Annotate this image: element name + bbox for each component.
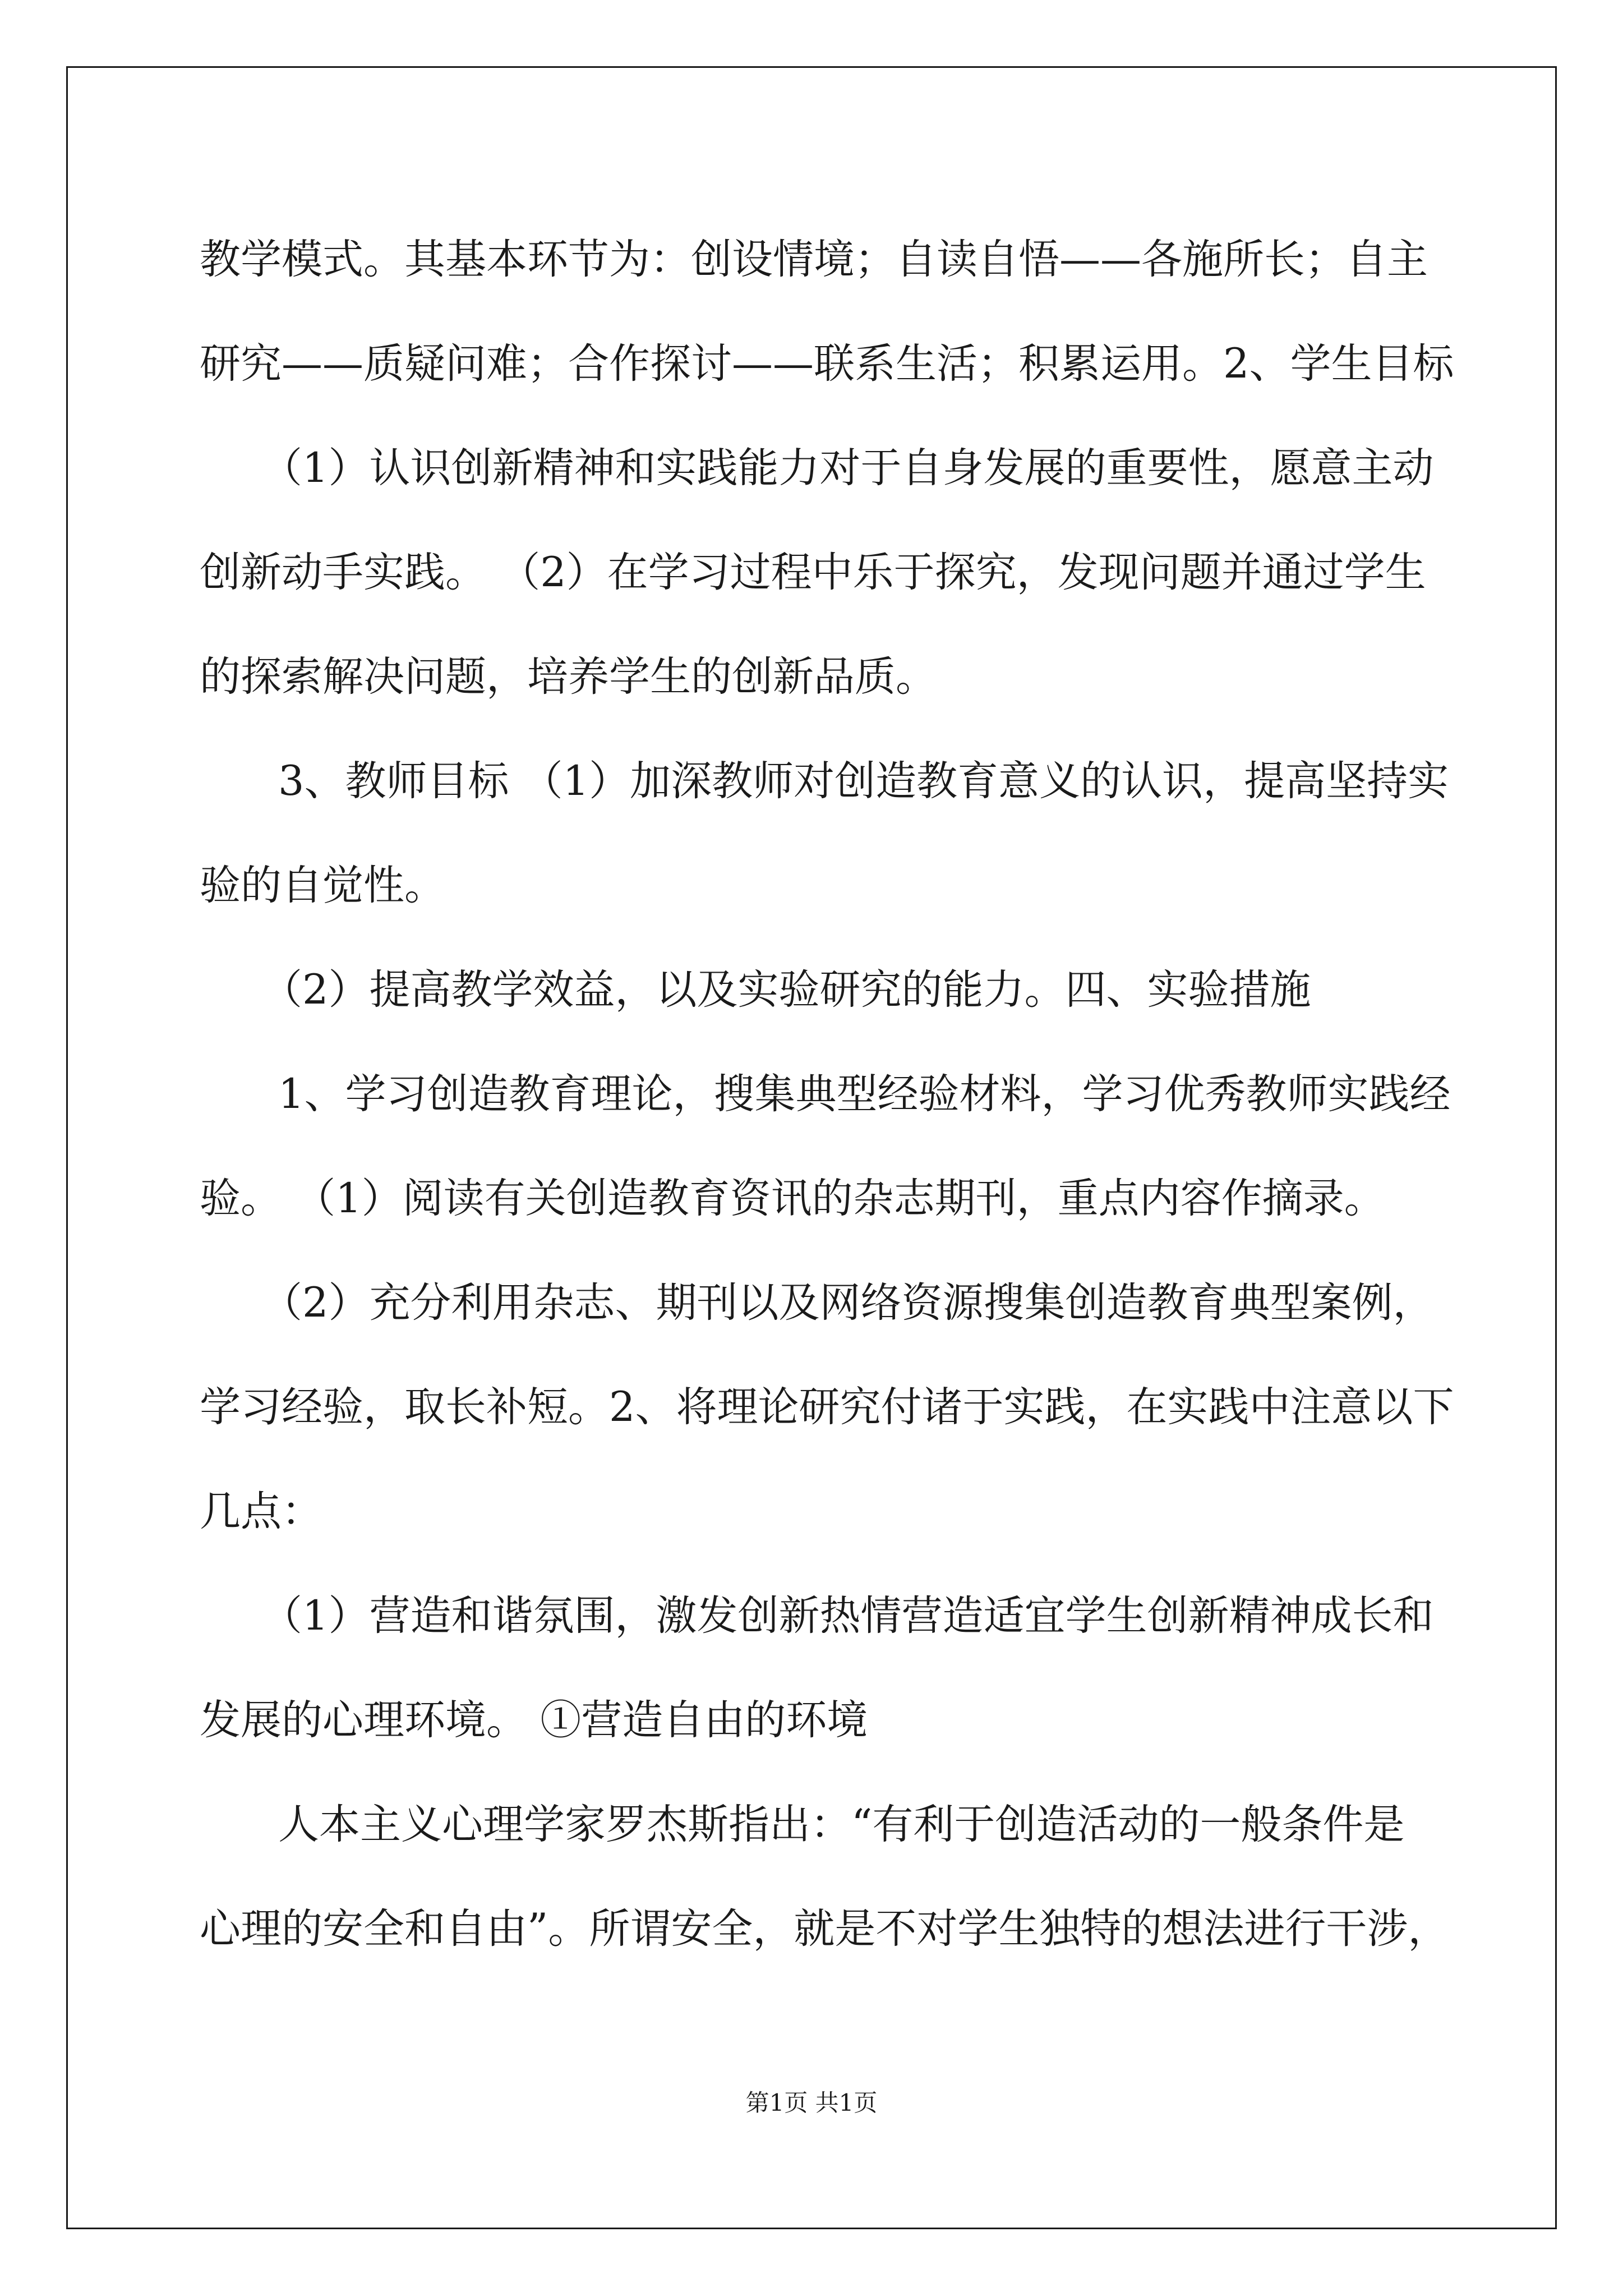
text-line: （1）认识创新精神和实践能力对于自身发展的重要性，愿意主动 [261, 444, 1434, 492]
text-line: 教学模式。其基本环节为：创设情境；自读自悟——各施所长；自主 [200, 236, 1428, 283]
text-line: 几点： [200, 1488, 322, 1535]
text-line: 心理的安全和自由”。所谓安全，就是不对学生独特的想法进行干涉， [200, 1905, 1449, 1953]
text-line: 验。 （1）阅读有关创造教育资讯的杂志期刊，重点内容作摘录。 [200, 1175, 1385, 1222]
document-body [200, 208, 1454, 1981]
text-line: （2）提高教学效益，以及实验研究的能力。四、实验措施 [261, 966, 1311, 1014]
text-line: 1、学习创造教育理论，搜集典型经验材料，学习优秀教师实践经 [278, 1070, 1451, 1118]
text-line: （2）充分利用杂志、期刊以及网络资源搜集创造教育典型案例， [261, 1279, 1434, 1327]
text-line: 验的自觉性。 [200, 862, 445, 909]
text-line: 的探索解决问题，培养学生的创新品质。 [200, 653, 937, 701]
text-line: 创新动手实践。 （2）在学习过程中乐于探究，发现问题并通过学生 [200, 549, 1426, 596]
text-line: 发展的心理环境。 ①营造自由的环境 [200, 1696, 868, 1744]
text-line: 人本主义心理学家罗杰斯指出：“有利于创造活动的一般条件是 [278, 1801, 1405, 1848]
text-line: （1）营造和谐氛围，激发创新热情营造适宜学生创新精神成长和 [261, 1592, 1434, 1640]
text-line: 3、教师目标 （1）加深教师对创造教育意义的认识，提高坚持实 [278, 757, 1449, 805]
text-line: 学习经验，取长补短。2、将理论研究付诸于实践，在实践中注意以下 [200, 1383, 1454, 1431]
text-line: 研究——质疑问难；合作探讨——联系生活；积累运用。2、学生目标 [200, 340, 1454, 388]
page-footer: 第1页 共1页 [745, 2089, 878, 2116]
